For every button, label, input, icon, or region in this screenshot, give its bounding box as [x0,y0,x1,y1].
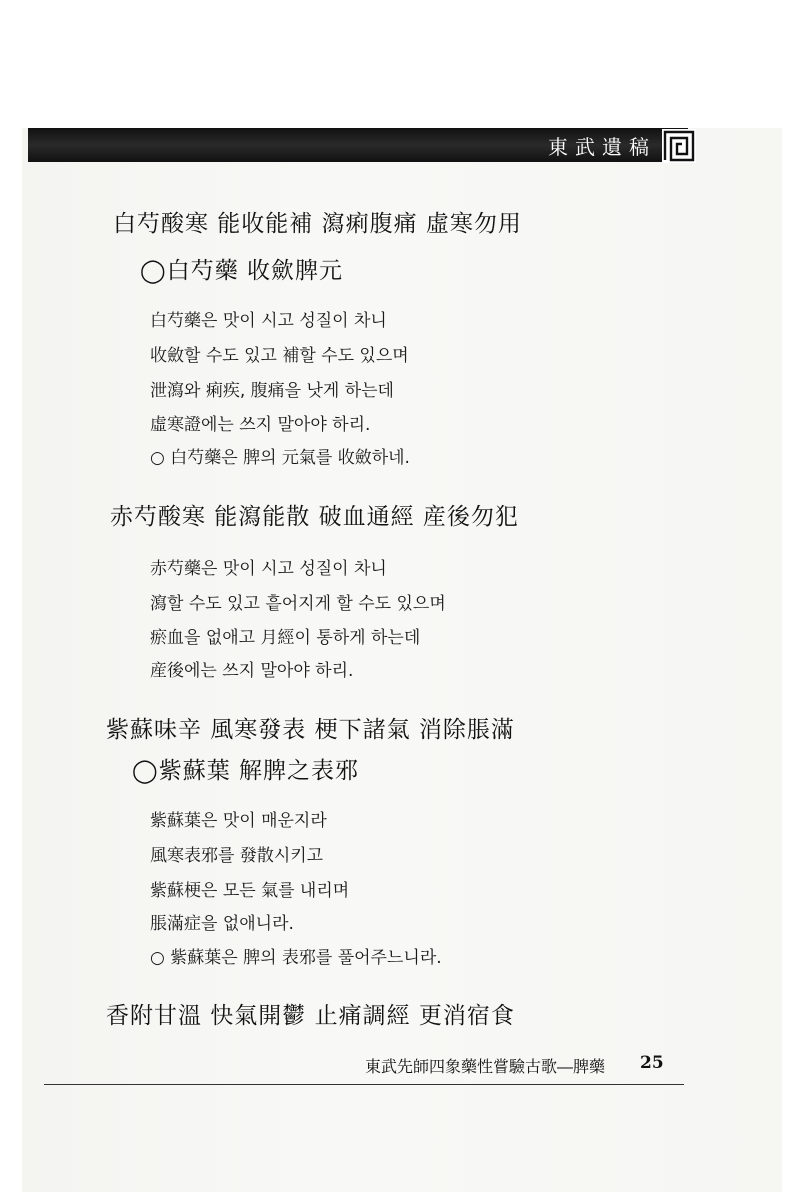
translation-line: 泄瀉와 痢疾, 腹痛을 낫게 하는데 [150,381,394,401]
translation-line: 虛寒證에는 쓰지 말아야 하리. [150,415,371,435]
annotation-note: ○ 白芍藥은 脾의 元氣를 收斂하네. [150,448,410,468]
annotation-note: ○ 紫蘇葉은 脾의 表邪를 풀어주느니라. [150,948,442,968]
translation-line: 瘀血을 없애고 月經이 통하게 하는데 [150,628,421,648]
translation-line: 收斂할 수도 있고 補할 수도 있으며 [150,346,409,366]
translation-line: 白芍藥은 맛이 시고 성질이 차니 [150,311,387,331]
sub-heading: ◯白芍藥 收歛脾元 [140,258,344,284]
verse-heading: 白芍酸寒 能收能補 瀉痢腹痛 虛寒勿用 [113,211,522,237]
translation-line: 紫蘇梗은 모든 氣를 내리며 [150,881,350,901]
meander-ornament-icon [662,129,696,163]
running-footer-title: 東武先師四象藥性嘗驗古歌―脾藥 [365,1057,606,1076]
translation-line: 紫蘇葉은 맛이 매운지라 [150,811,327,831]
paper-background [22,128,782,1192]
verse-heading: 香附甘溫 快氣開鬱 止痛調經 更消宿食 [106,1003,515,1029]
translation-line: 瀉할 수도 있고 흩어지게 할 수도 있으며 [150,594,446,614]
translation-line: 赤芍藥은 맛이 시고 성질이 차니 [150,559,387,579]
footer-rule [44,1084,684,1085]
verse-heading: 赤芍酸寒 能瀉能散 破血通經 産後勿犯 [110,504,519,530]
translation-line: 風寒表邪를 發散시키고 [150,846,324,866]
translation-line: 産後에는 쓰지 말아야 하리. [150,661,354,681]
page-number: 25 [640,1053,664,1073]
sub-heading: ◯紫蘇葉 解脾之表邪 [132,758,360,784]
translation-line: 脹滿症을 없애니라. [150,914,294,934]
verse-heading: 紫蘇味辛 風寒發表 梗下諸氣 消除脹滿 [106,717,515,743]
running-header-title: 東武遺稿 [548,135,656,159]
